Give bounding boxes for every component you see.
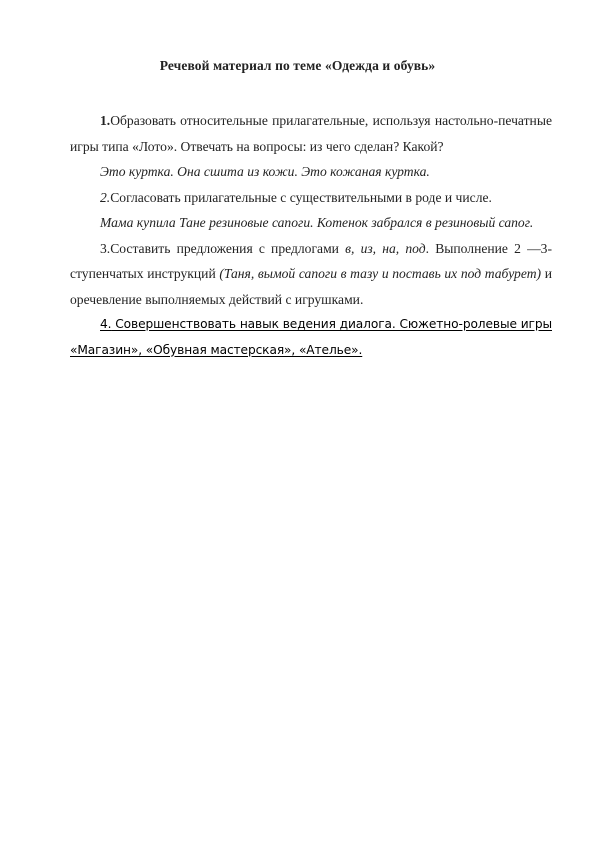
- item-2-number: 2.: [100, 189, 111, 205]
- item-3-number: 3.: [100, 240, 111, 256]
- item-2: [70, 185, 552, 211]
- document-body: [70, 108, 552, 363]
- item-1-text: Образовать относительные прилагательные, используя настольно-печатные игры типа «Лото». Отвечать на вопросы: из чего сделан? Какой?: [70, 113, 552, 154]
- item-3: [70, 236, 552, 313]
- item-4: [70, 312, 552, 363]
- item-1: [70, 108, 552, 159]
- item-3-text-before: Составить предложения с предлогами: [110, 240, 346, 256]
- item-3-instruction: (Таня, вымой сапоги в тазу и поставь их под табурет): [219, 266, 542, 281]
- document-title: Речевой материал по теме «Одежда и обувь»: [159, 58, 436, 73]
- item-3-text-middle: . Выполнение 2 —3-ступенчатых инструкций: [70, 240, 552, 281]
- item-4-text: Совершенствовать навык ведения диалога. Сюжетно-ролевые игры «Магазин», «Обувная мастерская», «Ателье».: [70, 317, 552, 357]
- item-1-number: 1.: [100, 113, 111, 128]
- item-4-number: 4.: [100, 317, 112, 331]
- item-1-example: Это куртка. Она сшита из кожи. Это кожаная куртка.: [100, 164, 430, 179]
- item-3-prepositions: в, из, на, под: [345, 240, 426, 256]
- item-2-example: Мама купила Тане резиновые сапоги. Котенок забрался в резиновый сапог.: [100, 215, 534, 230]
- item-3-text-after: и оречевление выполняемых действий с игрушками.: [70, 266, 552, 307]
- item-2-text: Согласовать прилагательные с существительными в роде и числе.: [110, 189, 492, 205]
